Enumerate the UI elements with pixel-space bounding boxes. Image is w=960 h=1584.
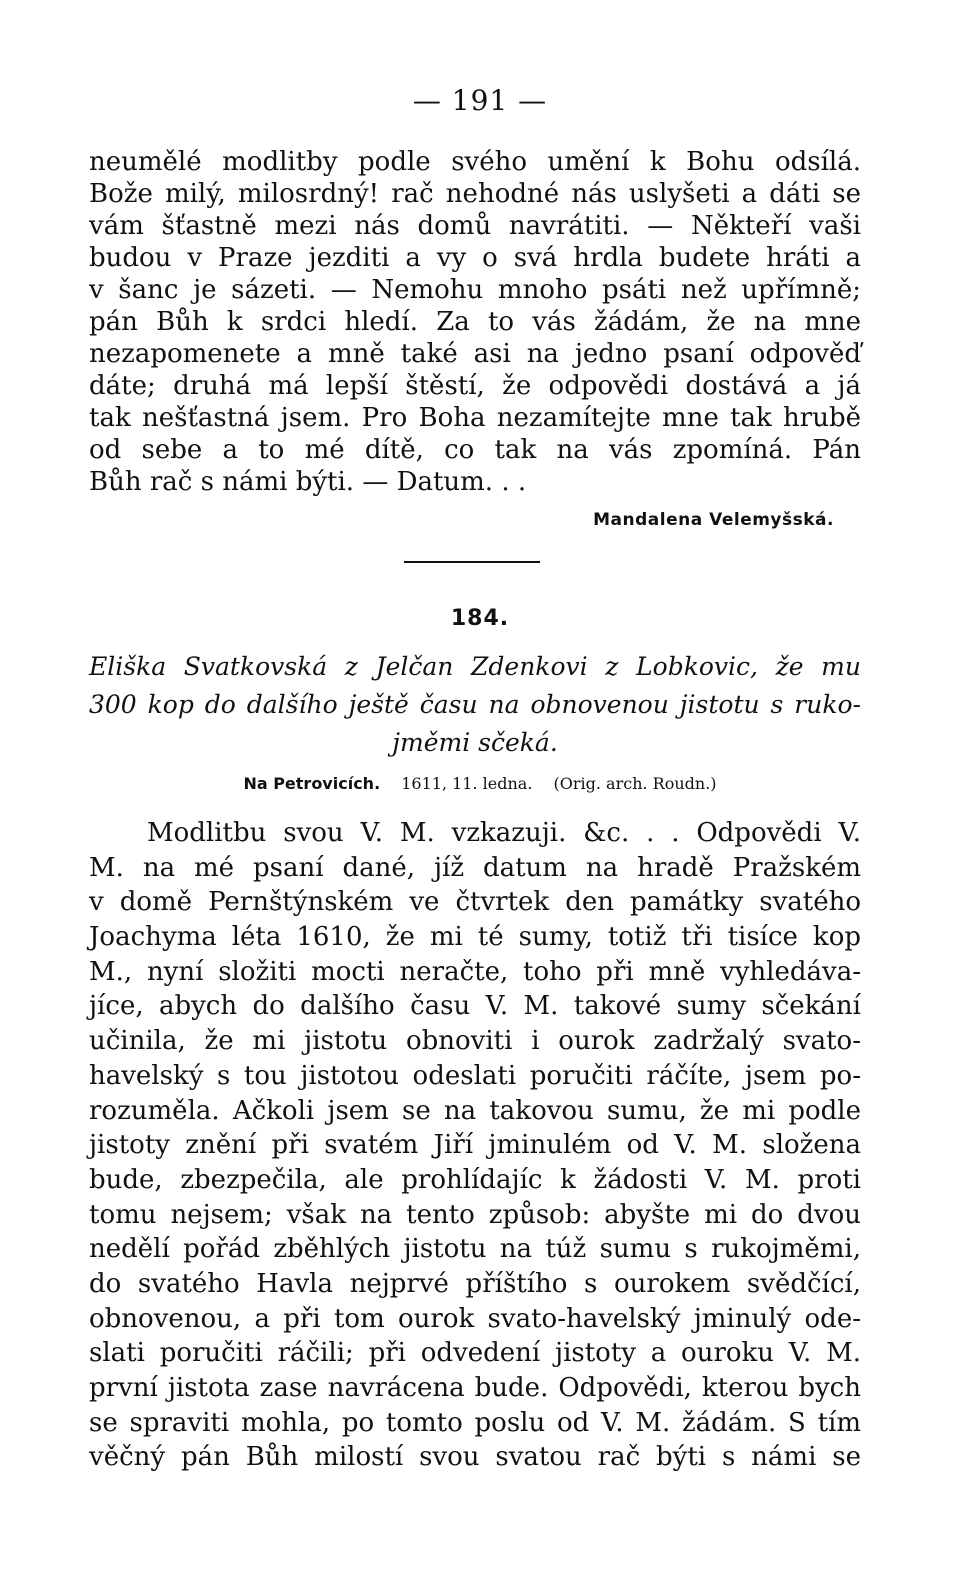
text-line: slati poručiti ráčili; při odvedení jistoty a ouroku V. M. — [89, 1338, 861, 1369]
text-line: M. na mé psaní dané, jíž datum na hradě Pražském — [89, 852, 861, 883]
text-line: obnovenou, a při tom ourok svato-havelský jminulý ode- — [89, 1303, 861, 1334]
text-line: se spraviti mohla, po tomto poslu od V. M. žádám. S tím — [89, 1407, 861, 1438]
text-line: tak nešťastná jsem. Pro Boha nezamítejte mne tak hrubě — [89, 403, 861, 433]
text-line: pán Bůh k srdci hledí. Za to vás žádám, že na mne — [89, 307, 861, 337]
text-line: nedělí pořád zběhlých jistotu na túž sumu s rukojměmi, — [89, 1234, 861, 1265]
source-note — [0, 774, 960, 793]
text-line: Bůh rač s námi býti. — Datum. . . — [89, 467, 527, 497]
text-line: Joachyma léta 1610, že mi té sumy, totiž tři tisíce kop — [89, 922, 861, 953]
text-line: jíce, abych do dalšího času V. M. takové sumy sčekání — [89, 991, 861, 1022]
text-line: v šanc je sázeti. — Nemohu mnoho psáti než upřímně; — [89, 275, 861, 305]
source-date: 1611, 11. ledna. — [401, 774, 533, 793]
text-line: budou v Praze jezditi a vy o svá hrdla budete hráti a — [89, 243, 861, 273]
text-line: v domě Pernštýnském ve čtvrtek den památky svatého — [89, 887, 861, 918]
text-line: dáte; druhá má lepší štěstí, že odpovědi dostává a já — [89, 371, 861, 401]
letter-ending-paragraph — [89, 146, 861, 498]
text-line: bude, zbezpečila, ale prohlídajíc k žádosti V. M. proti — [89, 1164, 861, 1195]
text-line: Bože milý, milosrdný! rač nehodné nás uslyšeti a dáti se — [89, 179, 861, 209]
heading-line: Eliška Svatkovská z Jelčan Zdenkovi z Lobkovic, že mu — [89, 652, 861, 681]
source-place: Na Petrovicích. — [243, 774, 381, 793]
text-line: rozuměla. Ačkoli jsem se na takovou sumu, že mi podle — [89, 1095, 861, 1126]
signature: Mandalena Velemyšská. — [593, 510, 834, 530]
document-heading — [89, 648, 861, 762]
document-number: 184. — [450, 606, 510, 631]
document-body — [89, 816, 861, 1475]
text-line: nezapomenete a mně také asi na jedno psaní odpověď — [89, 339, 861, 369]
text-line: jistoty znění při svatém Jiří jminulém od V. M. složena — [89, 1130, 861, 1161]
heading-line: jměmi sčeká. — [392, 728, 558, 757]
heading-line: 300 kop do dalšího ještě času na obnovenou jistotu s ruko- — [89, 690, 861, 719]
text-line: havelský s tou jistotou odeslati poručiti ráčíte, jsem po- — [89, 1060, 861, 1091]
source-archive: (Orig. arch. Roudn.) — [553, 774, 717, 793]
text-line: od sebe a to mé dítě, co tak na vás zpomíná. Pán — [89, 435, 861, 465]
text-line: tomu nejsem; však na tento způsob: abyšte mi do dvou — [89, 1199, 861, 1230]
text-line: vám šťastně mezi nás domů navrátiti. — Někteří vaši — [89, 211, 861, 241]
text-line: učinila, že mi jistotu obnoviti i ourok zadržalý svato- — [89, 1026, 861, 1057]
text-line: M., nyní složiti mocti neračte, toho při mně vyhledáva- — [89, 956, 861, 987]
text-line: do svatého Havla nejprvé příštího s ourokem svědčící, — [89, 1268, 861, 1299]
text-line: první jistota zase navrácena bude. Odpovědi, kterou bych — [89, 1373, 861, 1403]
text-line: Modlitbu svou V. M. vzkazuji. &c. . . Odpovědi V. — [147, 818, 861, 848]
page-number: — 191 — — [412, 84, 548, 117]
section-divider — [404, 561, 540, 563]
text-line: věčný pán Bůh milostí svou svatou rač býti s námi se — [89, 1442, 861, 1473]
text-line: neumělé modlitby podle svého umění k Bohu odsílá. — [89, 147, 861, 177]
